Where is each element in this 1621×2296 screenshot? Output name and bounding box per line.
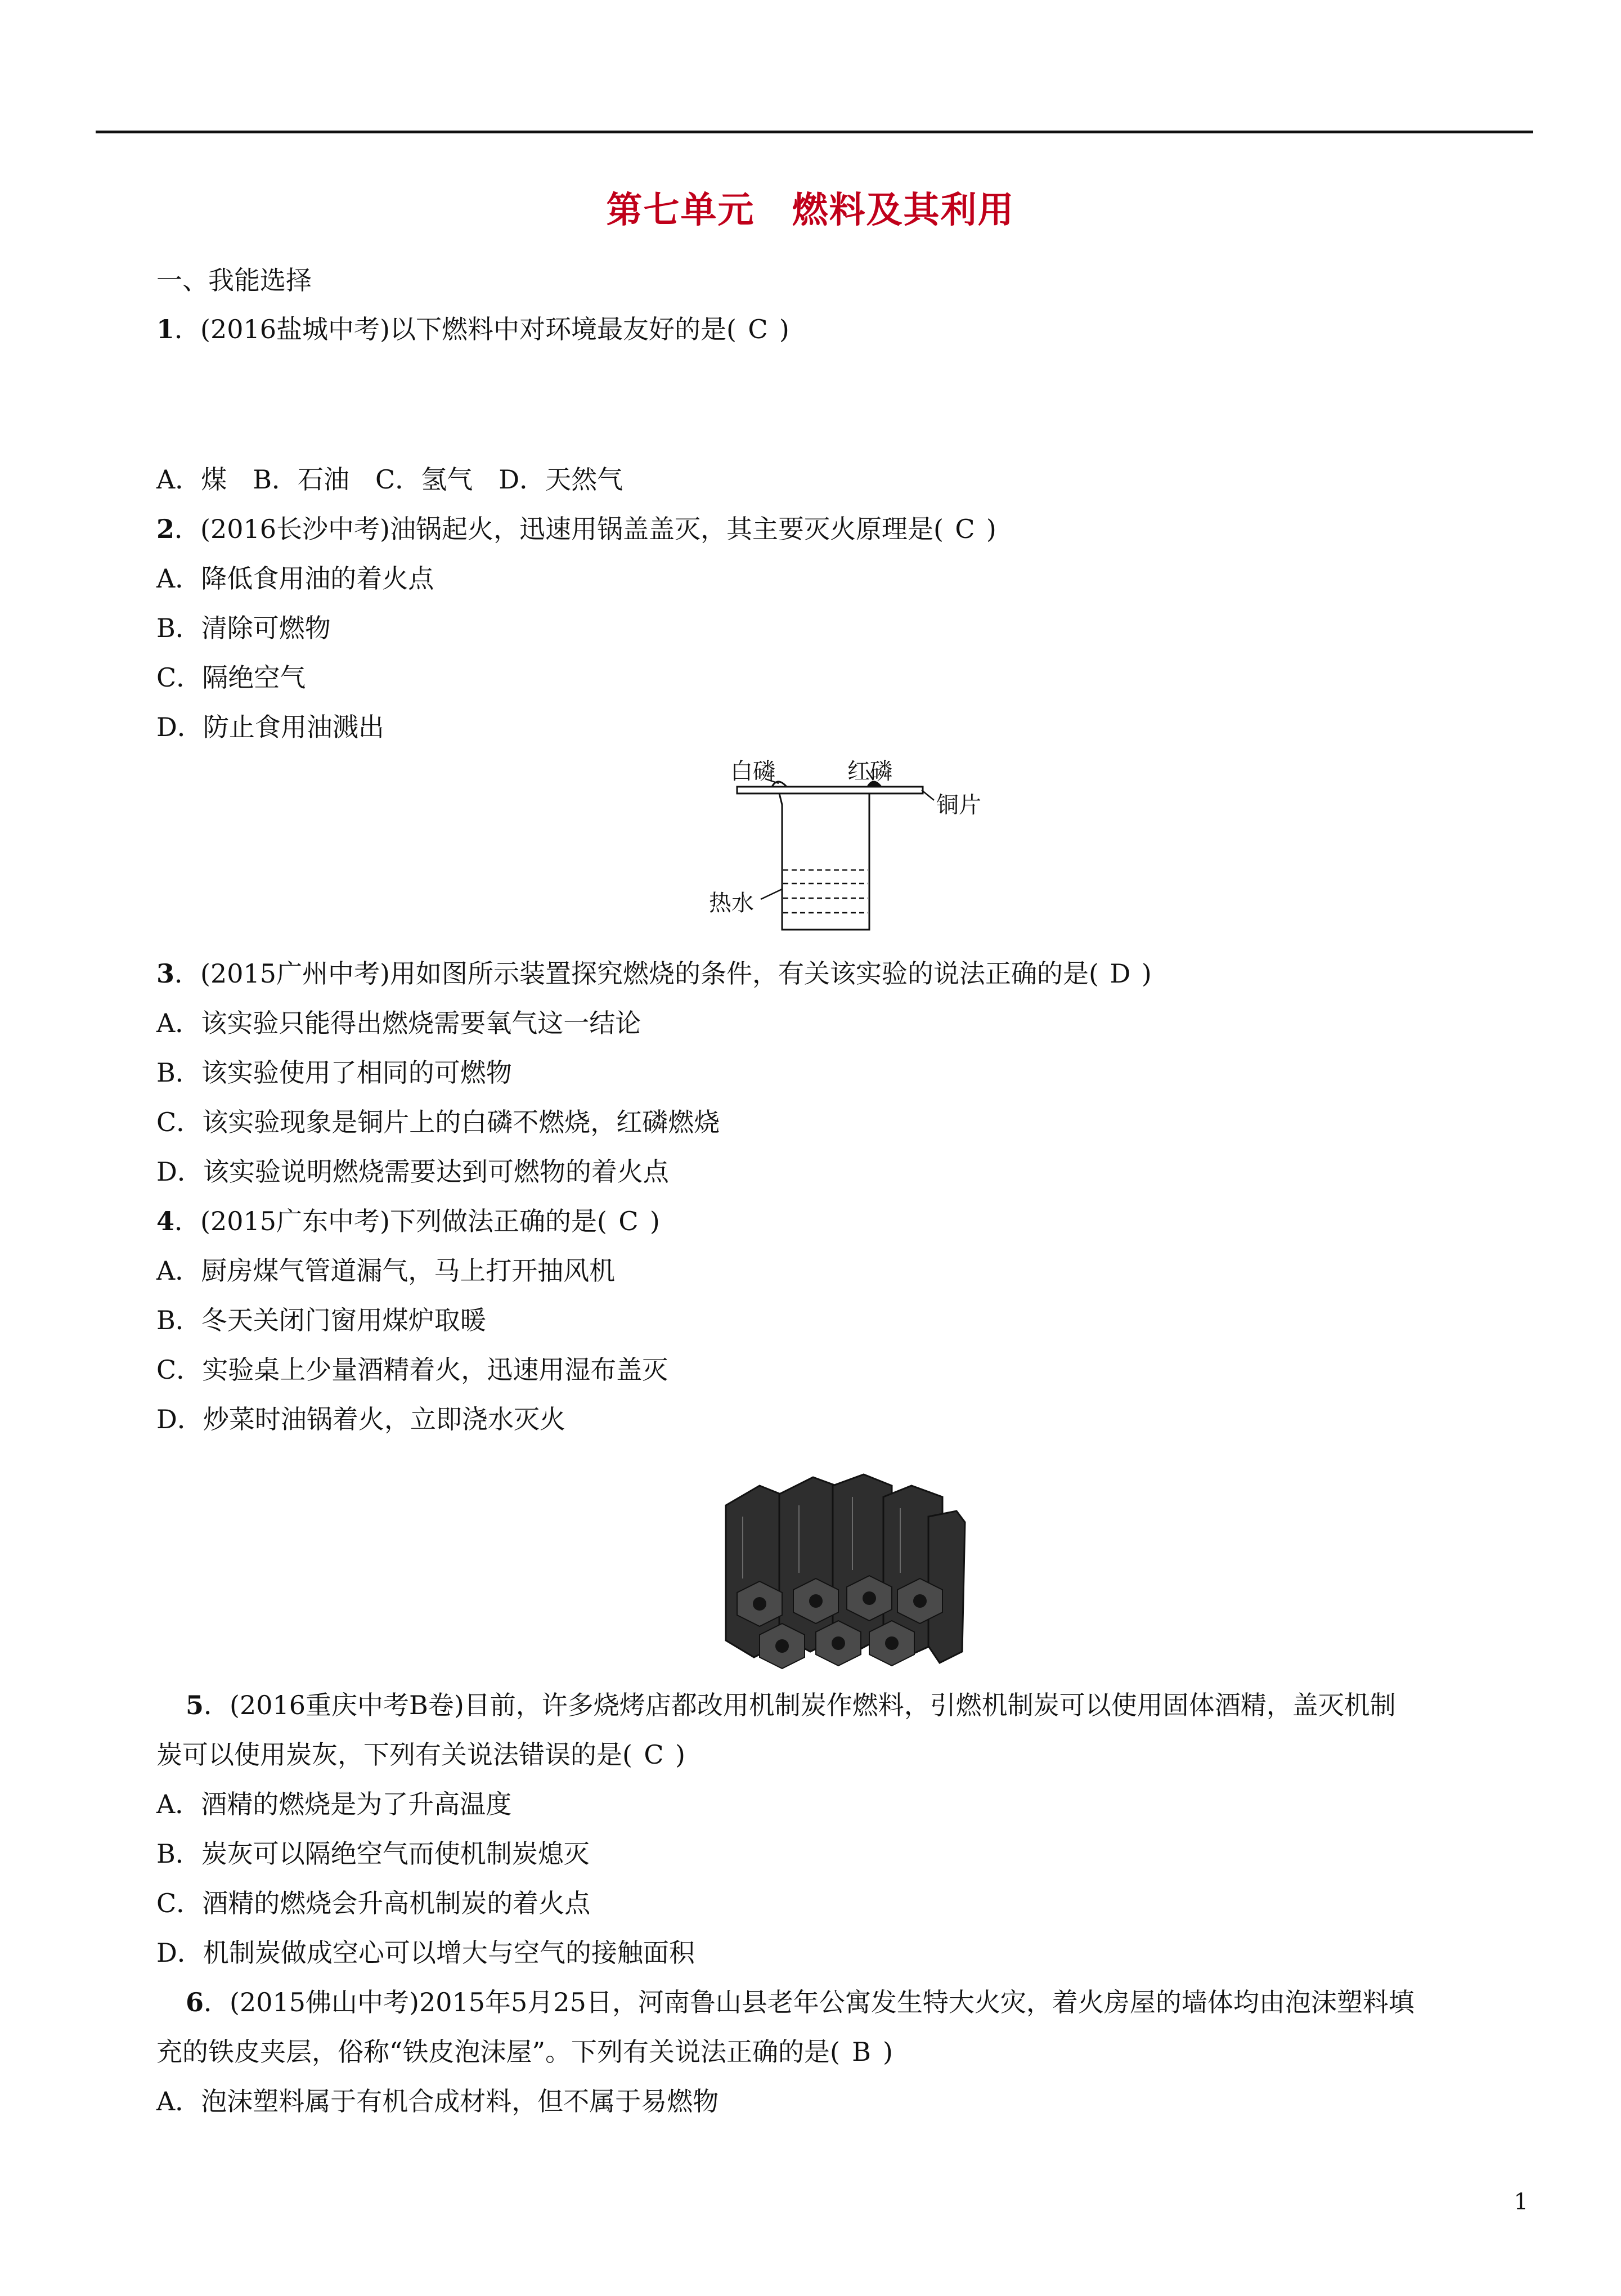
option: C．实验桌上少量酒精着火，迅速用湿布盖灭	[156, 1355, 668, 1385]
question-number: 1	[156, 314, 175, 344]
option: C．该实验现象是铜片上的白磷不燃烧，红磷燃烧	[156, 1107, 720, 1137]
question-3	[156, 957, 1152, 990]
option: A．厨房煤气管道漏气，马上打开抽风机	[156, 1255, 616, 1286]
question-5	[186, 1688, 1396, 1722]
question-5-continued	[156, 1738, 685, 1772]
answer: D	[1110, 958, 1131, 989]
beaker	[779, 793, 869, 930]
question-stem-line1: ．(2015佛山中考)2015年5月25日，河南鲁山县老年公寓发生特大火灾，着火房屋的墙体均由泡沫塑料填	[204, 1987, 1415, 2017]
question-stem: ．(2015广州中考)用如图所示装置探究燃烧的条件，有关该实验的说法正确的是(	[174, 958, 1099, 989]
option: D．防止食用油溅出	[156, 712, 384, 742]
copper-plate	[737, 787, 923, 793]
answer: C	[748, 314, 768, 344]
question-stem-end: )	[649, 1206, 660, 1236]
option: A．降低食用油的着火点	[156, 563, 434, 594]
question-1	[156, 312, 789, 346]
question-6	[186, 1985, 1415, 2019]
question-stem: ．(2016长沙中考)油锅起火，迅速用锅盖盖灭，其主要灭火原理是(	[174, 514, 944, 544]
option: C．隔绝空气	[156, 662, 306, 693]
question-number: 2	[156, 514, 175, 544]
answer: C	[955, 514, 975, 544]
question-stem-end: )	[986, 514, 996, 544]
question-stem-line1: ．(2016重庆中考B卷)目前，许多烧烤店都改用机制炭作燃料，引燃机制炭可以使用固体酒精，盖灭机制	[204, 1690, 1396, 1720]
option: B．该实验使用了相同的可燃物	[156, 1057, 512, 1088]
option: B．炭灰可以隔绝空气而使机制炭熄灭	[156, 1838, 590, 1869]
option: C．酒精的燃烧会升高机制炭的着火点	[156, 1888, 591, 1918]
question-number: 3	[156, 958, 175, 989]
hot-water-level	[783, 870, 868, 913]
question-2	[156, 512, 996, 546]
question-stem: ．(2016盐城中考)以下燃料中对环境最友好的是(	[174, 314, 737, 344]
label-white-phosphorus: 白磷	[730, 759, 775, 784]
label-copper-plate: 铜片	[936, 792, 981, 818]
answer: B	[852, 2037, 871, 2067]
label-hot-water: 热水	[709, 890, 754, 916]
question-number: 6	[186, 1987, 204, 2017]
question-4	[156, 1204, 660, 1238]
combustion-apparatus-figure	[698, 754, 1002, 945]
page-number: 1	[1514, 2189, 1528, 2215]
question-stem-end: )	[882, 2037, 893, 2067]
question-number: 4	[156, 1206, 175, 1236]
question-stem: 炭可以使用炭灰，下列有关说法错误的是(	[156, 1739, 632, 1770]
answer: C	[644, 1739, 664, 1770]
options-inline: A．煤 B．石油 C．氢气 D．天然气	[156, 464, 623, 495]
question-stem-end: )	[1141, 958, 1152, 989]
option: A．泡沫塑料属于有机合成材料，但不属于易燃物	[156, 2086, 719, 2116]
charcoal-briquettes-photo	[720, 1472, 968, 1677]
option: B．清除可燃物	[156, 613, 331, 643]
option: A．酒精的燃烧是为了升高温度	[156, 1789, 512, 1819]
question-stem: ．(2015广东中考)下列做法正确的是(	[174, 1206, 607, 1236]
question-stem: 充的铁皮夹层，俗称“铁皮泡沫屋”。下列有关说法正确的是(	[156, 2037, 840, 2067]
question-6-continued	[156, 2035, 893, 2069]
page-title: 第七单元 燃料及其利用	[606, 190, 1015, 231]
question-stem-end: )	[779, 314, 789, 344]
answer: C	[618, 1206, 639, 1236]
header-rule	[96, 131, 1533, 133]
question-stem-end: )	[675, 1739, 685, 1770]
label-red-phosphorus: 红磷	[847, 759, 892, 784]
option: D．炒菜时油锅着火，立即浇水灭火	[156, 1404, 565, 1434]
option: A．该实验只能得出燃烧需要氧气这一结论	[156, 1008, 641, 1038]
option: D．机制炭做成空心可以增大与空气的接触面积	[156, 1938, 695, 1968]
option: B．冬天关闭门窗用煤炉取暖	[156, 1305, 486, 1335]
option: D．该实验说明燃烧需要达到可燃物的着火点	[156, 1156, 669, 1187]
section-heading: 一、我能选择	[156, 265, 312, 295]
question-number: 5	[186, 1690, 204, 1720]
